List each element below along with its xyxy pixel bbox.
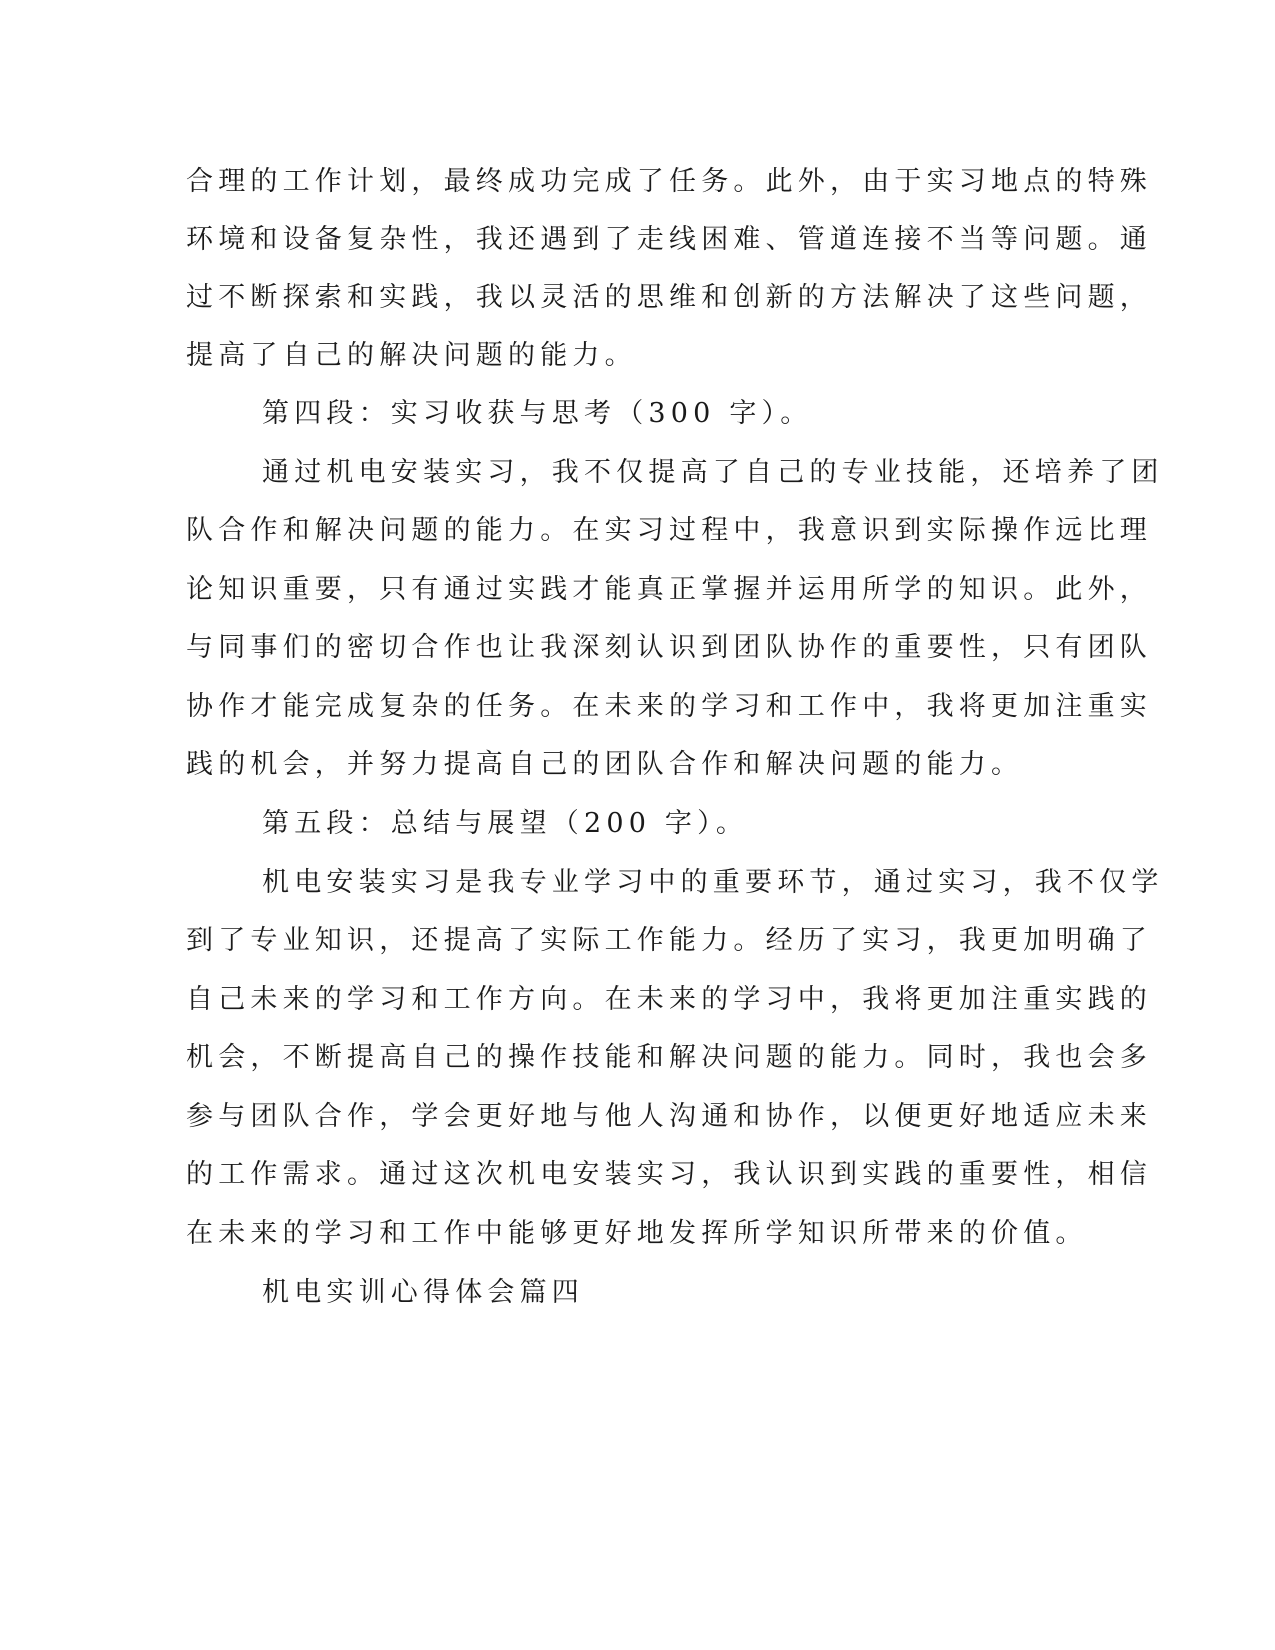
paragraph-line: 过不断探索和实践，我以灵活的思维和创新的方法解决了这些问题， xyxy=(186,282,1152,313)
paragraph-line: 提高了自己的解决问题的能力。 xyxy=(186,340,637,371)
paragraph-line: 队合作和解决问题的能力。在实习过程中，我意识到实际操作远比理 xyxy=(186,515,1152,546)
paragraph-line: 的工作需求。通过这次机电安装实习，我认识到实践的重要性，相信 xyxy=(186,1159,1152,1190)
section-heading-5: 第五段：总结与展望（200 字）。 xyxy=(262,808,749,839)
paragraph-line: 协作才能完成复杂的任务。在未来的学习和工作中，我将更加注重实 xyxy=(186,691,1152,722)
paragraph-line: 自己未来的学习和工作方向。在未来的学习中，我将更加注重实践的 xyxy=(186,984,1152,1015)
article-title: 机电实训心得体会篇四 xyxy=(262,1277,584,1308)
section-heading-4: 第四段：实习收获与思考（300 字）。 xyxy=(262,398,813,429)
paragraph-line: 合理的工作计划，最终成功完成了任务。此外，由于实习地点的特殊 xyxy=(186,166,1152,197)
paragraph-line: 通过机电安装实习，我不仅提高了自己的专业技能，还培养了团 xyxy=(262,457,1164,488)
paragraph-line: 在未来的学习和工作中能够更好地发挥所学知识所带来的价值。 xyxy=(186,1218,1088,1249)
paragraph-line: 与同事们的密切合作也让我深刻认识到团队协作的重要性，只有团队 xyxy=(186,632,1152,663)
paragraph-line: 机电安装实习是我专业学习中的重要环节，通过实习，我不仅学 xyxy=(262,867,1164,898)
paragraph-line: 践的机会，并努力提高自己的团队合作和解决问题的能力。 xyxy=(186,749,1024,780)
paragraph-line: 参与团队合作，学会更好地与他人沟通和协作，以便更好地适应未来 xyxy=(186,1101,1152,1132)
paragraph-line: 环境和设备复杂性，我还遇到了走线困难、管道连接不当等问题。通 xyxy=(186,224,1152,255)
paragraph-line: 论知识重要，只有通过实践才能真正掌握并运用所学的知识。此外， xyxy=(186,574,1152,605)
paragraph-line: 机会，不断提高自己的操作技能和解决问题的能力。同时，我也会多 xyxy=(186,1042,1152,1073)
paragraph-line: 到了专业知识，还提高了实际工作能力。经历了实习，我更加明确了 xyxy=(186,925,1152,956)
